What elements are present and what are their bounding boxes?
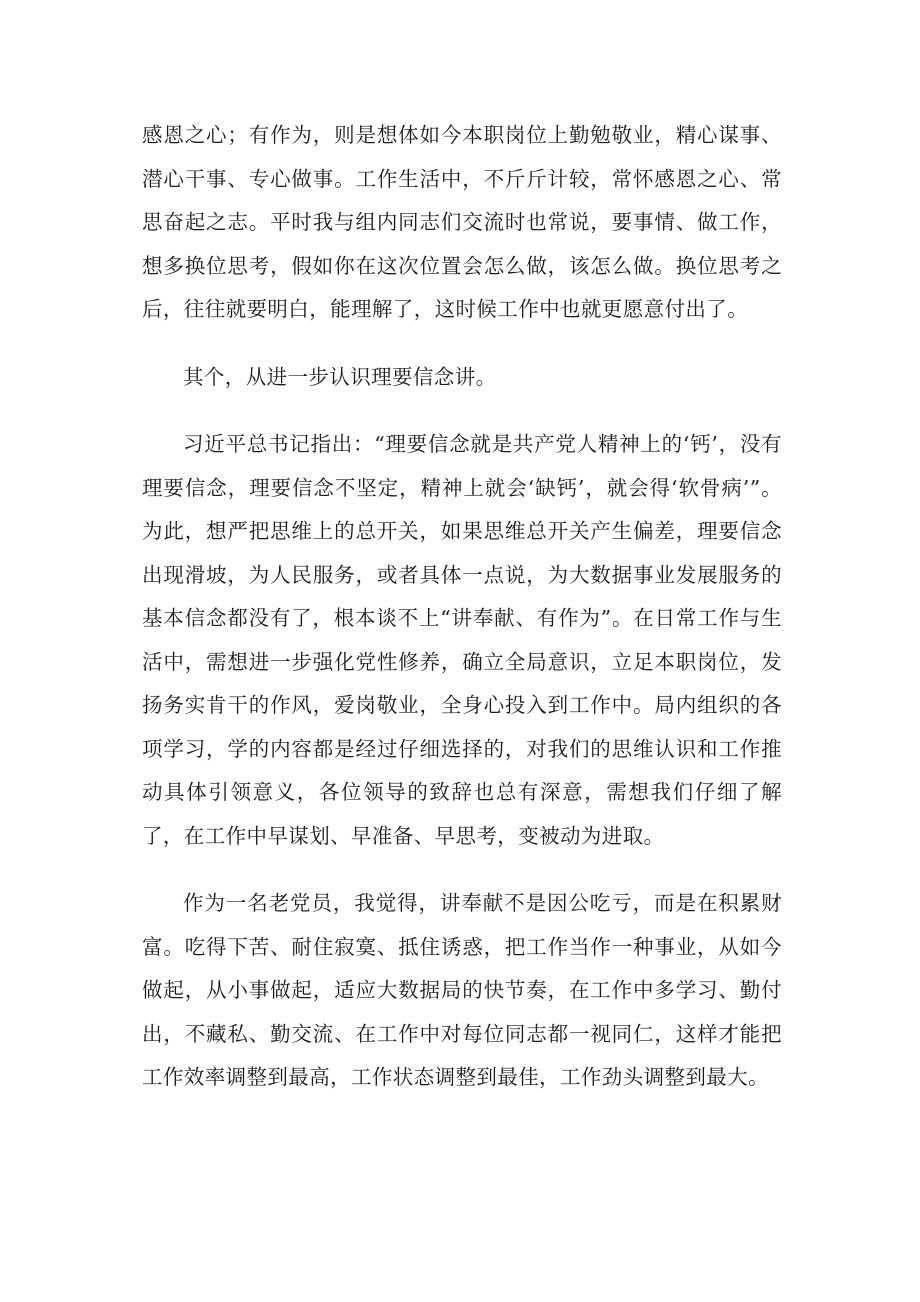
paragraph-4: 作为一名老党员，我觉得，讲奉献不是因公吃亏，而是在积累财富。吃得下苦、耐住寂寞、抵住诱惑，把工作当作一种事业，从如今做起，从小事做起，适应大数据局的快节奏，在工作中多学习、勤付出，不藏私、勤交流、在工作中对每位同志都一视同仁，这样才能把工作效率调整到最高，工作状态调整到最佳，工作劲头调整到最大。 [142, 891, 782, 1089]
paragraph-1: 感恩之心；有作为，则是想体如今本职岗位上勤勉敬业，精心谋事、潜心干事、专心做事。工作生活中，不斤斤计较，常怀感恩之心、常思奋起之志。平时我与组内同志们交流时也常说，要事情、做工作，想多换位思考，假如你在这次位置会怎么做，该怎么做。换位思考之后，往往就要明白，能理解了，这时候工作中也就更愿意付出了。 [142, 123, 782, 321]
paragraph-2: 其个，从进一步认识理要信念讲。 [183, 364, 497, 389]
paragraph-3: 习近平总书记指出：“理要信念就是共产党人精神上的‘钙’，没有理要信念，理要信念不坚定，精神上就会‘缺钙’，就会得‘软骨病’”。为此，想严把思维上的总开关，如果思维总开关产生偏差，理要信念出现滑坡，为人民服务，或者具体一点说，为大数据事业发展服务的基本信念都没有了，根本谈不上“讲奉献、有作为”。在日常工作与生活中，需想进一步强化党性修养，确立全局意识，立足本职岗位，发扬务实肯干的作风，爱岗敬业，全身心投入到工作中。局内组织的各项学习，学的内容都是经过仔细选择的，对我们的思维认识和工作推动具体引领意义，各位领导的致辞也总有深意，需想我们仔细了解了，在工作中早谋划、早准备、早思考，变被动为进取。 [142, 432, 782, 848]
document-body [142, 114, 782, 1124]
